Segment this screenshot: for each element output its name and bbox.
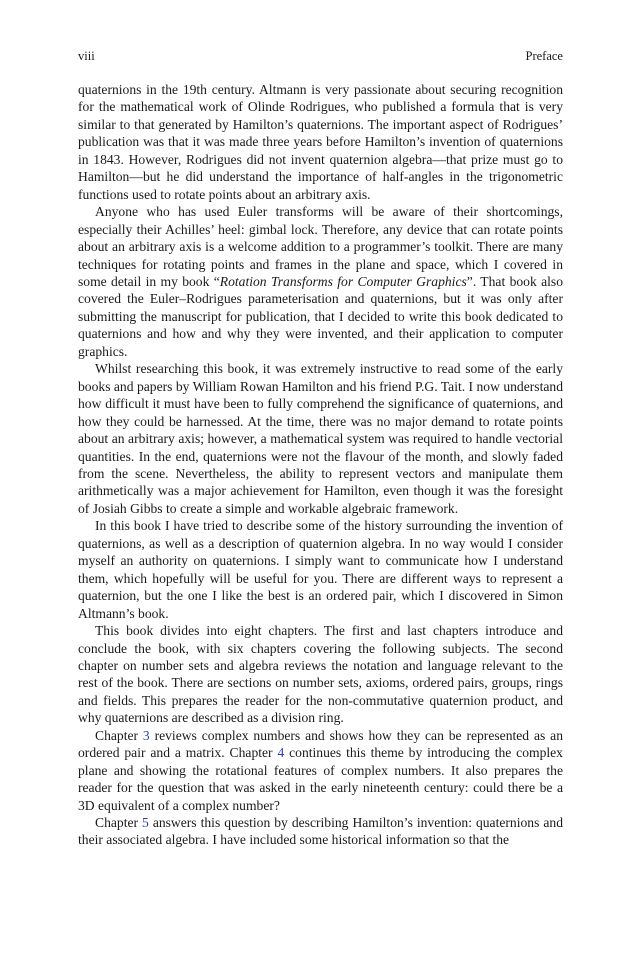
running-header xyxy=(78,48,563,64)
running-title: Preface xyxy=(525,49,563,63)
chapter-5-link[interactable]: 5 xyxy=(142,815,149,831)
paragraph-2-text-b: ”. That book also covered the Euler–Rodrigues parameterisation and quaternions, but it was only after submitting the manuscript for publication, that I decided to write this book dedicated to quaternions and how and why they were invented, and their application to computer graphics. xyxy=(78,273,563,359)
paragraph-7 xyxy=(78,814,563,849)
chapter-3-link[interactable]: 3 xyxy=(142,727,150,743)
paragraph-2-text-a: Anyone who has used Euler transforms will be aware of their shortcomings, especially their Achilles’ heel: gimbal lock. Therefore, any device that can rotate points about an arbitrary axis is a welcome addition to a programmer’s toolkit. There are many techniques for rotating points and frames in the plane and space, which I covered in some detail in my book “ xyxy=(78,204,563,289)
paragraph-4: In this book I have tried to describe some of the history surrounding the invention of quaternions, as well as a description of quaternion algebra. In no way would I consider myself an authority on quaternions. I simply want to communicate how I understand them, which hopefully will be useful for you. There are different ways to represent a quaternion, but the one I like the best is an ordered pair, which I discovered in Simon Altmann’s book. xyxy=(78,518,563,621)
paragraph-6-text-a: Chapter xyxy=(95,727,143,743)
page-number: viii xyxy=(78,49,95,63)
paragraph-6-text-c: continues this theme by introducing the complex plane and showing the rotational features of complex numbers. It also prepares the reader for the question that was asked in the early nineteenth century: could there be a 3D equivalent of a complex number? xyxy=(78,745,563,813)
paragraph-3: Whilst researching this book, it was extremely instructive to read some of the early books and papers by William Rowan Hamilton and his friend P.G. Tait. I now understand how difficult it must have been to fully comprehend the significance of quaternions, and how they could be harnessed. At the time, there was no major demand to rotate points about an arbitrary axis; however, a mathematical system was required to handle vectorial quantities. In the end, quaternions were not the flavour of the month, and slowly faded from the scene. Nevertheless, the ability to represent vectors and manipulate them arithmetically was a major achievement for Hamilton, even though it was the foresight of Josiah Gibbs to create a simple and workable algebraic framework. xyxy=(78,361,563,516)
paragraph-6-text-b: reviews complex numbers and shows how they can be represented as an ordered pair and a matrix. Chapter xyxy=(78,727,563,761)
paragraph-7-text-b: answers this question by describing Hamilton’s invention: quaternions and their associated algebra. I have included some historical information so that the xyxy=(78,815,564,848)
paragraph-5: This book divides into eight chapters. The first and last chapters introduce and conclude the book, with six chapters covering the following subjects. The second chapter on number sets and algebra reviews the notation and language relevant to the rest of the book. There are sections on number sets, axioms, ordered pairs, groups, rings and fields. This prepares the reader for the non-commutative quaternion product, and why quaternions are described as a division ring. xyxy=(78,623,563,726)
book-title: Rotation Transforms for Computer Graphics xyxy=(219,273,467,289)
paragraph-7-text-a: Chapter xyxy=(95,815,143,831)
paragraph-1: quaternions in the 19th century. Altmann is very passionate about securing recognition for the mathematical work of Olinde Rodrigues, who published a formula that is very similar to that generated by Hamilton’s quaternions. The important aspect of Rodrigues’ publication was that it was made three years before Hamilton’s invention of quaternions in 1843. However, Rodrigues did not invent quaternion algebra—that prize must go to Hamilton—but he did understand the importance of half-angles in the trigonometric functions used to rotate points about an arbitrary axis. xyxy=(78,82,563,202)
body-text xyxy=(78,81,563,849)
chapter-4-link[interactable]: 4 xyxy=(277,745,285,761)
paragraph-2 xyxy=(78,203,563,360)
paragraph-6 xyxy=(78,727,563,814)
